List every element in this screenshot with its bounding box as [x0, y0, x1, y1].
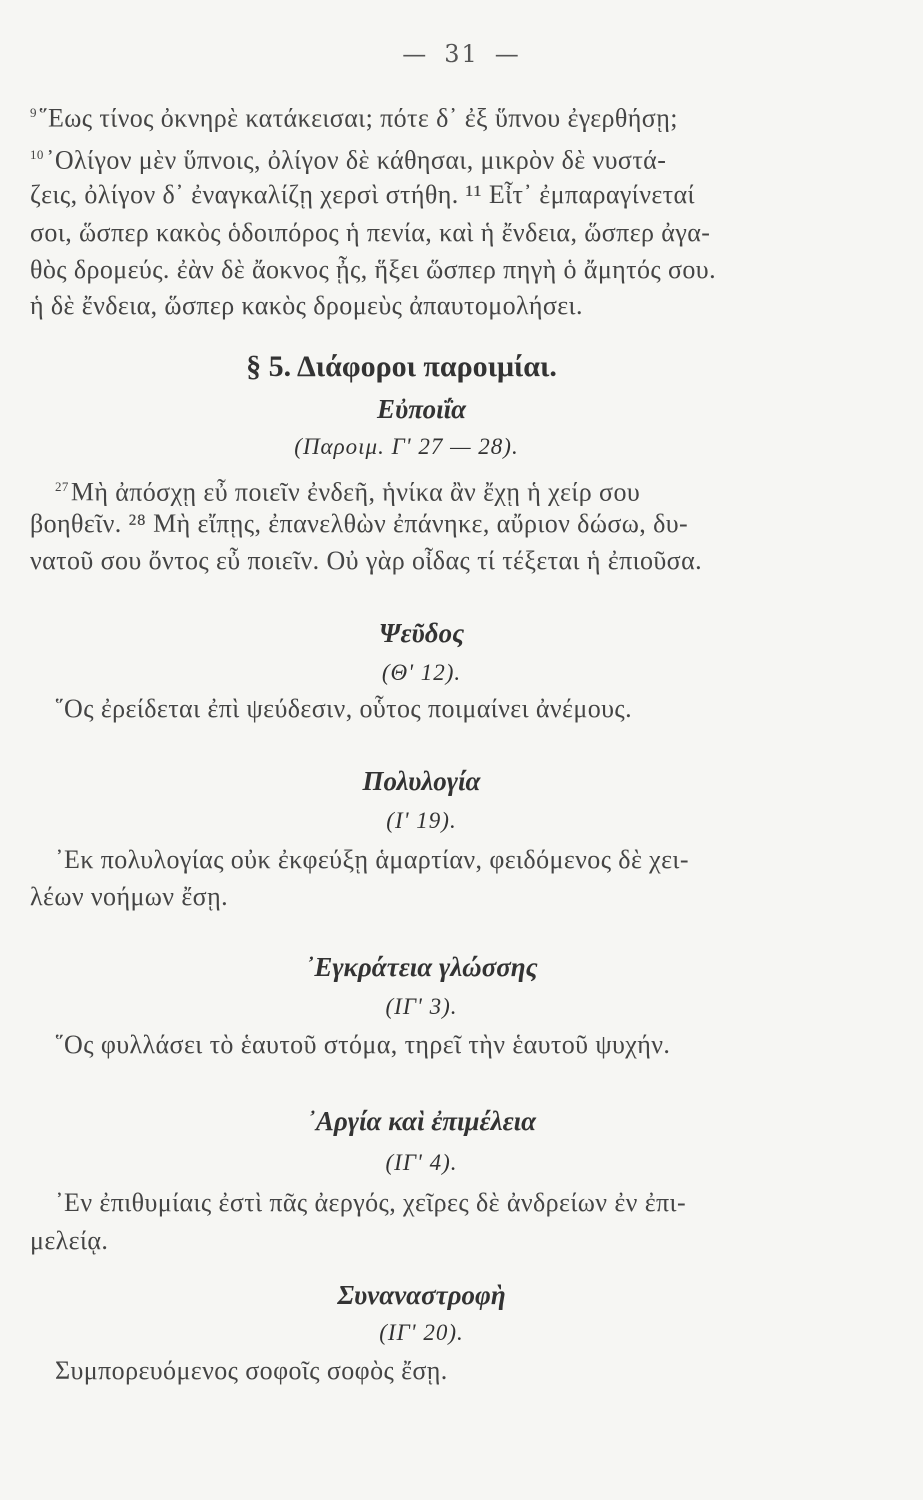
entry-reference: (Παροιμ. Γ' 27 — 28).	[294, 434, 519, 459]
text-line: ᾽Εκ πολυλογίας οὐκ ἐκφεύξῃ ἁμαρτίαν, φειδόμενος δὲ χει-	[55, 845, 689, 874]
text-line: λέων νοήμων ἔσῃ.	[30, 882, 228, 911]
entry-reference: (Ι' 19).	[386, 808, 457, 833]
entry-reference: (ΙΓ' 3).	[385, 994, 458, 1019]
verse-number: 10	[30, 147, 44, 162]
entry-title: ᾽Εγκράτεια γλώσσης	[305, 952, 538, 982]
text-line: $^9$῞Εως τίνος ὀκνηρὲ κατάκεισαι; πότε δ᾽ ἐξ ὕπνου ἐγερθήσῃ;	[30, 103, 678, 133]
page-number: — 31 —	[402, 40, 521, 68]
entry-reference: (ΙΓ' 4).	[385, 1150, 458, 1175]
text-line: θὸς δρομεύς. ἐὰν δὲ ἄοκνος ᾖς, ἥξει ὥσπερ πηγὴ ὁ ἄμητός σου.	[30, 255, 716, 284]
section-heading: § 5. Διάφοροι παροιμίαι.	[246, 350, 557, 383]
entry-reference: (Θ' 12).	[381, 660, 462, 685]
entry-reference: (ΙΓ' 20).	[379, 1320, 464, 1345]
text-line: ἡ δὲ ἔνδεια, ὥσπερ κακὸς δρομεὺς ἀπαυτομολήσει.	[30, 291, 583, 320]
text-line: ζεις, ὀλίγον δ᾽ ἐναγκαλίζῃ χερσὶ στήθη. ¹¹ Εἶτ᾽ ἐμπαραγίνεταί	[30, 180, 695, 209]
entry-title: ᾽Αργία καὶ ἐπιμέλεια	[306, 1106, 537, 1136]
text-line: Συμπορευόμενος σοφοῖς σοφὸς ἔσῃ.	[55, 1356, 448, 1385]
text-line: ῞Ος φυλλάσει τὸ ἑαυτοῦ στόμα, τηρεῖ τὴν ἑαυτοῦ ψυχήν.	[55, 1030, 671, 1059]
text-line: $^{27}$Μὴ ἀπόσχῃ εὖ ποιεῖν ἐνδεῆ, ἡνίκα ἂν ἔχῃ ἡ χείρ σου	[55, 477, 641, 507]
text-line: σοι, ὥσπερ κακὸς ὁδοιπόρος ἡ πενία, καὶ ἡ ἔνδεια, ὥσπερ ἀγα-	[30, 218, 711, 247]
text-line: $^{10}$᾽Ολίγον μὲν ὕπνοις, ὀλίγον δὲ κάθησαι, μικρὸν δὲ νυστά-	[30, 145, 667, 175]
entry-title: Ψεῦδος	[378, 618, 465, 648]
text-line: μελείᾳ.	[30, 1226, 109, 1255]
verse-number: 27	[55, 479, 69, 494]
entry-title: Εὐποιΐα	[376, 394, 467, 424]
verse-number: 9	[30, 105, 37, 120]
text-line: ᾽Εν ἐπιθυμίαις ἐστὶ πᾶς ἀεργός, χεῖρες δὲ ἀνδρείων ἐν ἐπι-	[55, 1188, 687, 1217]
text-line: ῞Ος ἐρείδεται ἐπὶ ψεύδεσιν, οὗτος ποιμαίνει ἀνέμους.	[55, 694, 632, 723]
entry-title: Συναναστροφὴ	[337, 1280, 506, 1310]
text-line: νατοῦ σου ὄντος εὖ ποιεῖν. Οὐ γὰρ οἶδας τί τέξεται ἡ ἐπιοῦσα.	[30, 546, 703, 575]
text-line: βοηθεῖν. ²⁸ Μὴ εἴπῃς, ἐπανελθὼν ἐπάνηκε, αὔριον δώσω, δυ-	[30, 509, 689, 538]
entry-title: Πολυλογία	[362, 766, 481, 796]
